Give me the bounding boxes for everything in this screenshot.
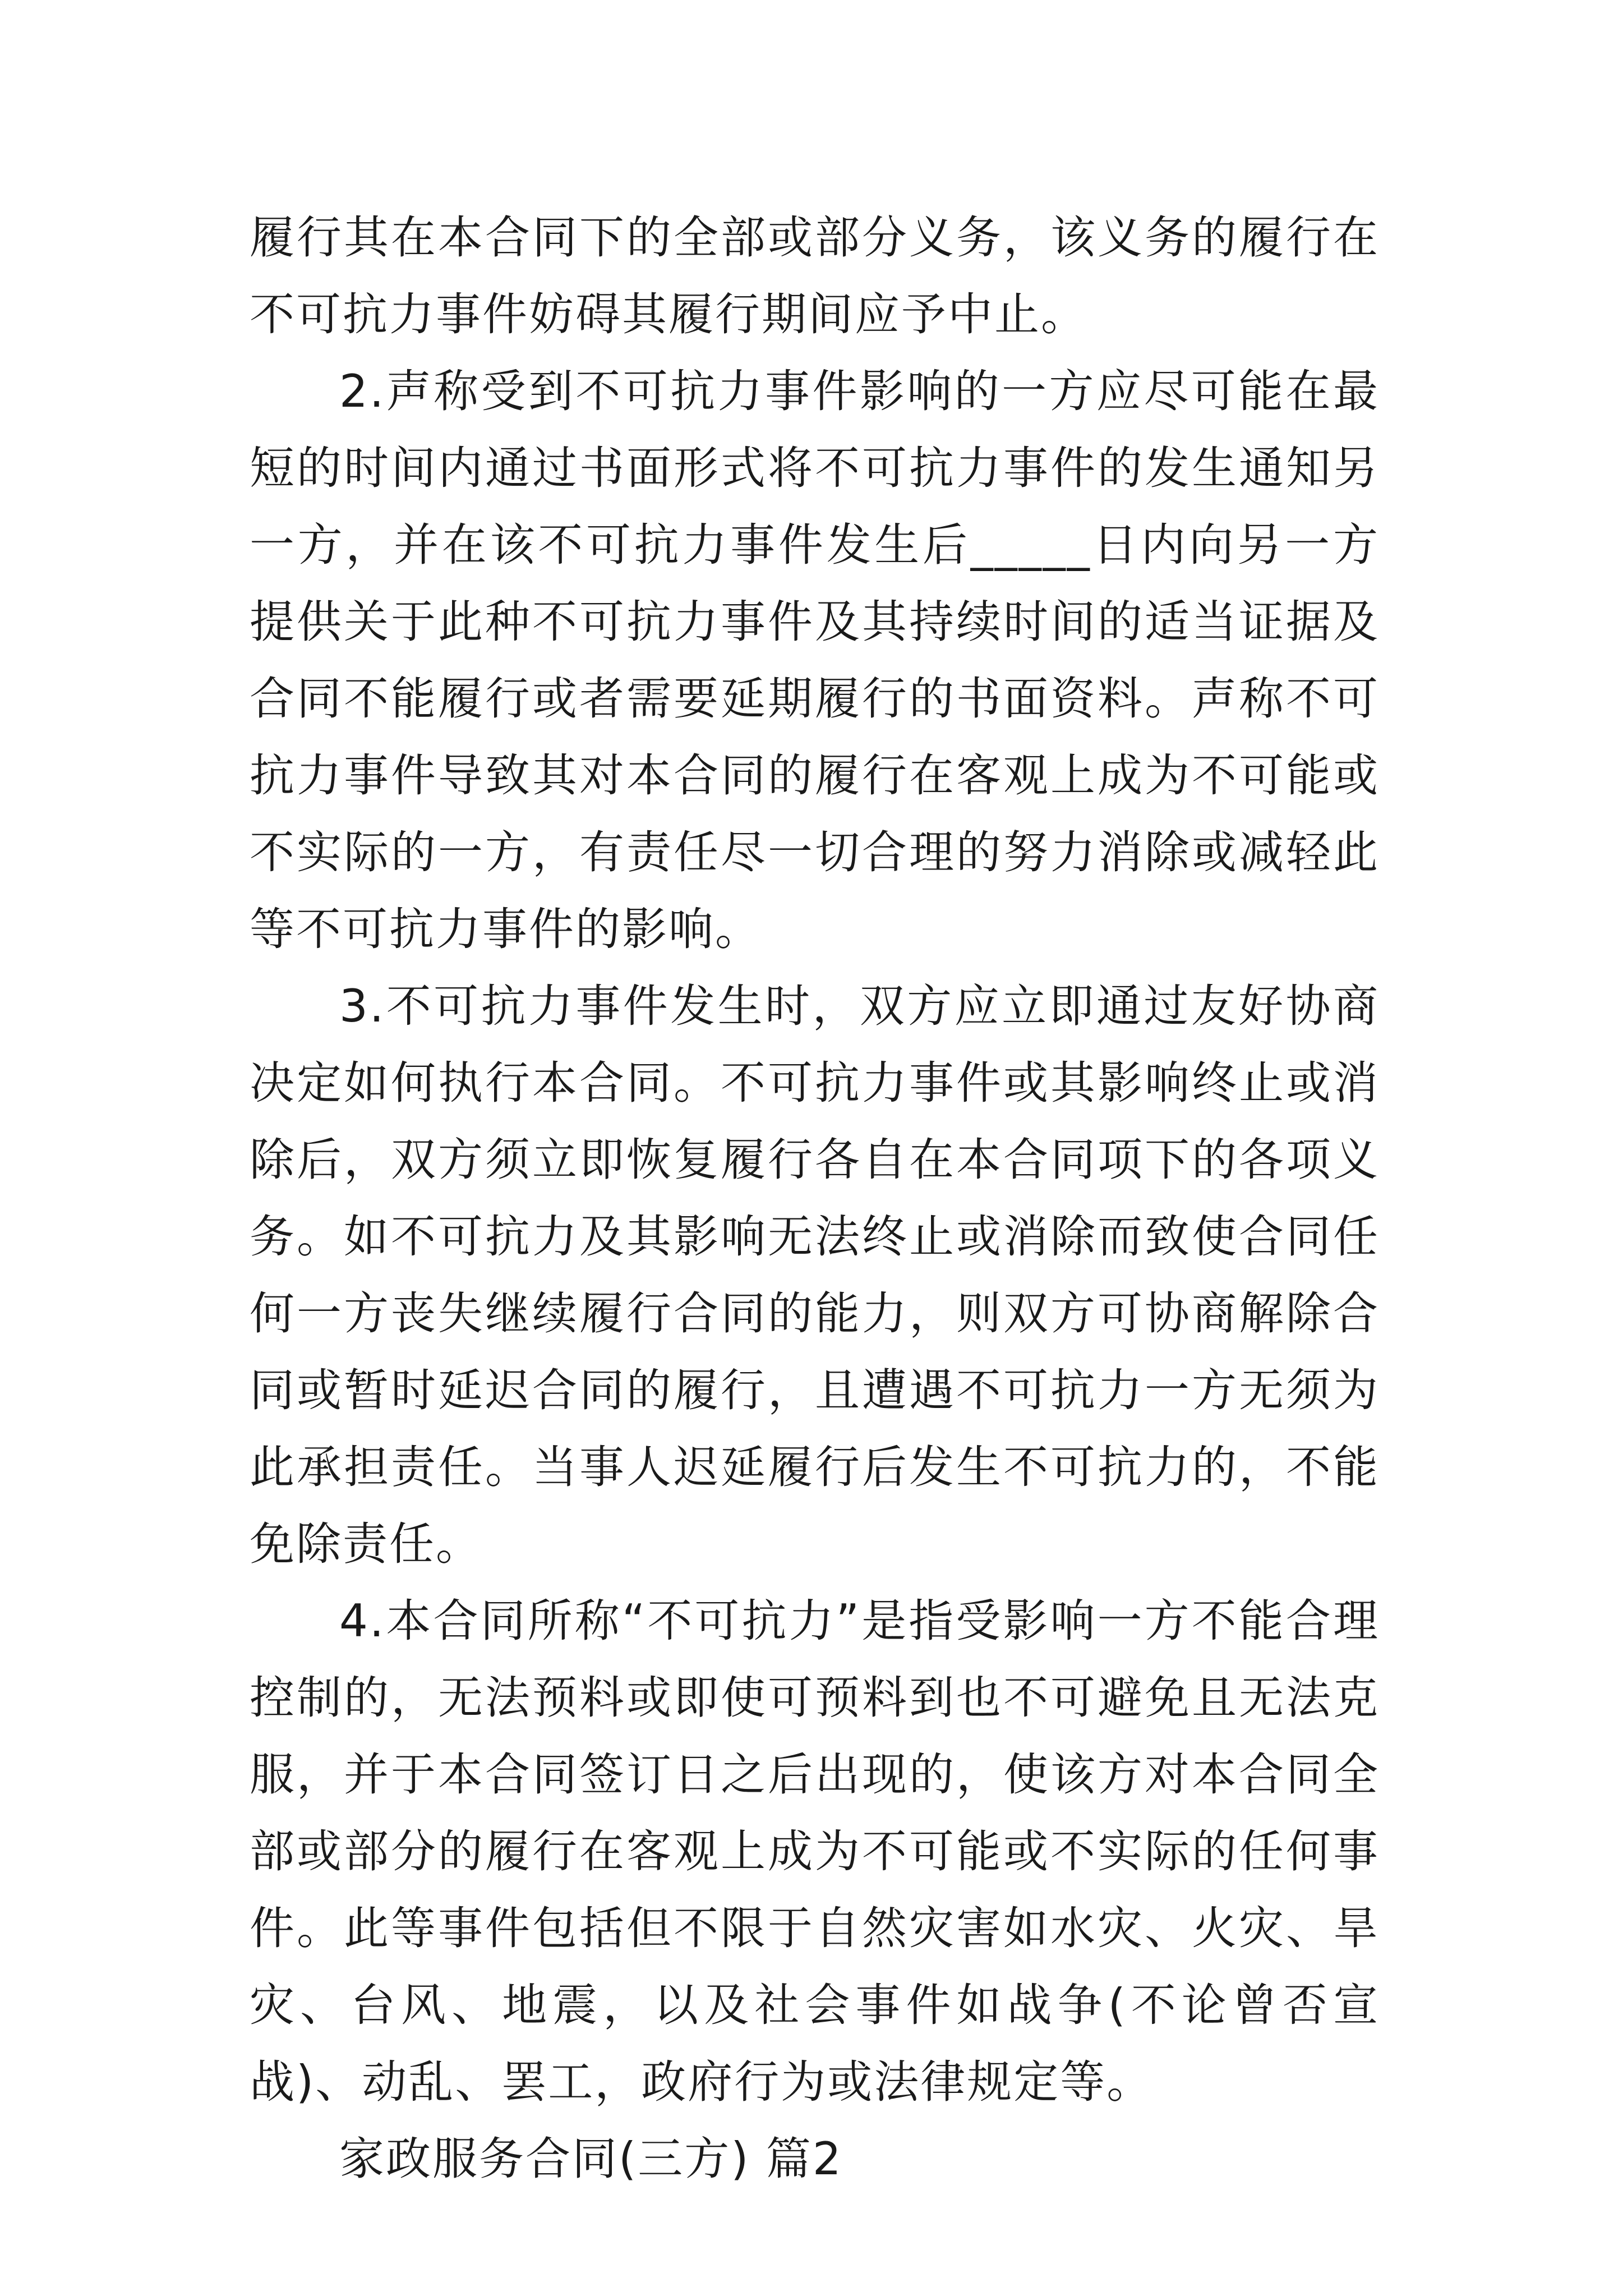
paragraph-continuation: 履行其在本合同下的全部或部分义务，该义务的履行在不可抗力事件妨碍其履行期间应予中止。 <box>250 211 1380 341</box>
document-body <box>250 199 1380 2197</box>
section-heading: 家政服务合同(三方) 篇2 <box>339 2133 843 2185</box>
paragraph-clause-3: 3.不可抗力事件发生时，双方应立即通过友好协商决定如何执行本合同。不可抗力事件或其影响终止或消除后，双方须立即恢复履行各自在本合同项下的各项义务。如不可抗力及其影响无法终止或消除而致使合同任何一方丧失继续履行合同的能力，则双方可协商解除合同或暂时延迟合同的履行，且遭遇不可抗力一方无须为此承担责任。当事人迟延履行后发生不可抗力的，不能免除责任。 <box>250 980 1380 1570</box>
paragraph-clause-4: 4.本合同所称“不可抗力”是指受影响一方不能合理控制的，无法预料或即使可预料到也不可避免且无法克服，并于本合同签订日之后出现的，使该方对本合同全部或部分的履行在客观上成为不可能或不实际的任何事件。此等事件包括但不限于自然灾害如水灾、火灾、旱灾、台风、地震，以及社会事件如战争(不论曾否宣战)、动乱、罢工，政府行为或法律规定等。 <box>250 1595 1380 2108</box>
paragraph-clause-2: 2.声称受到不可抗力事件影响的一方应尽可能在最短的时间内通过书面形式将不可抗力事件的发生通知另一方，并在该不可抗力事件发生后_____日内向另一方提供关于此种不可抗力事件及其持续时间的适当证据及合同不能履行或者需要延期履行的书面资料。声称不可抗力事件导致其对本合同的履行在客观上成为不可能或不实际的一方，有责任尽一切合理的努力消除或减轻此等不可抗力事件的影响。 <box>250 365 1380 955</box>
